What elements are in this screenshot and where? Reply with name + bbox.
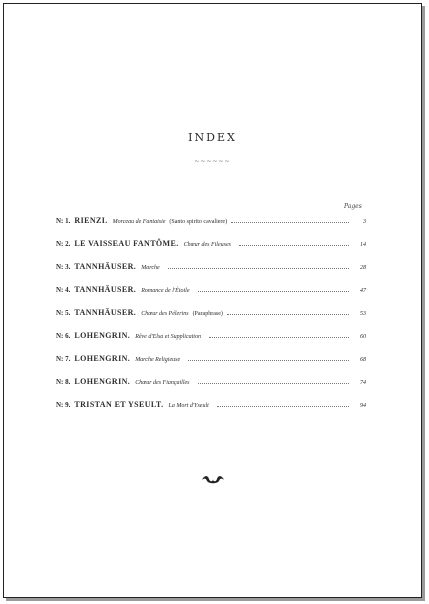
index-entry[interactable] [56, 285, 366, 297]
leader-dots [227, 314, 349, 315]
entry-title: LE VAISSEAU FANTÔME. [74, 239, 179, 248]
entry-page: 53 [360, 311, 366, 317]
index-entry[interactable] [56, 377, 366, 389]
entry-work: Marche Religieuse [135, 357, 181, 363]
entry-work: La Mort d'Yseult [168, 403, 209, 409]
entry-page: 3 [363, 219, 366, 225]
index-entry[interactable] [56, 262, 366, 274]
entry-work: Chœur des Fiançailles [135, 380, 190, 386]
entry-title: LOHENGRIN. [74, 377, 131, 386]
entry-number: N: 4. [56, 286, 71, 294]
entry-title: RIENZI. [74, 216, 108, 225]
leader-dots [231, 222, 349, 223]
entry-number: N: 5. [56, 309, 71, 317]
leader-dots [168, 268, 349, 269]
entry-subtitle: (Paraphrase) [192, 311, 223, 317]
entry-page: 14 [360, 242, 366, 248]
index-entry[interactable] [56, 331, 366, 343]
entry-work: Chœur des Fileuses [183, 242, 231, 248]
leader-dots [239, 245, 349, 246]
entry-page: 60 [360, 334, 366, 340]
leader-dots [198, 291, 350, 292]
entry-title: TANNHÄUSER. [74, 285, 137, 294]
entry-page: 28 [360, 265, 366, 271]
entry-page: 94 [360, 403, 366, 409]
entry-page: 47 [360, 288, 366, 294]
page-title: INDEX [188, 131, 237, 144]
entry-number: N: 1. [56, 217, 71, 225]
entry-work: Rêve d'Elsa et Supplication [135, 334, 201, 340]
index-entry[interactable] [56, 400, 366, 412]
entry-title: LOHENGRIN. [74, 331, 131, 340]
entry-number: N: 3. [56, 263, 71, 271]
leader-dots [198, 383, 349, 384]
entry-work: Romance de l'Étoile [141, 288, 190, 294]
pages-column-label: Pages [344, 203, 362, 210]
entry-page: 74 [360, 380, 366, 386]
index-entry[interactable] [56, 354, 366, 366]
entry-work: Morceau de Fantaisie [112, 219, 166, 225]
leader-dots [188, 360, 349, 361]
index-entry[interactable] [56, 239, 366, 251]
entry-title: TANNHÄUSER. [74, 308, 137, 317]
entry-title: LOHENGRIN. [74, 354, 131, 363]
index-entry[interactable] [56, 308, 366, 320]
entry-title: TANNHÄUSER. [74, 262, 137, 271]
entry-work: Marche [141, 265, 160, 271]
title-ornament: ~~~~~~ [194, 158, 231, 165]
entry-subtitle: (Santo spirito cavaliere) [169, 219, 228, 225]
entry-number: N: 2. [56, 240, 71, 248]
entry-number: N: 7. [56, 355, 71, 363]
entry-title: TRISTAN ET YSEULT. [74, 400, 164, 409]
flourish-ornament-icon [200, 473, 226, 485]
index-entry[interactable] [56, 216, 366, 228]
entry-work: Chœur des Pélerins [141, 311, 189, 317]
leader-dots [209, 337, 349, 338]
leader-dots [217, 406, 349, 407]
page-frame [3, 3, 422, 598]
entry-number: N: 6. [56, 332, 71, 340]
entry-page: 68 [360, 357, 366, 363]
entry-number: N: 9. [56, 401, 71, 409]
entry-number: N: 8. [56, 378, 71, 386]
